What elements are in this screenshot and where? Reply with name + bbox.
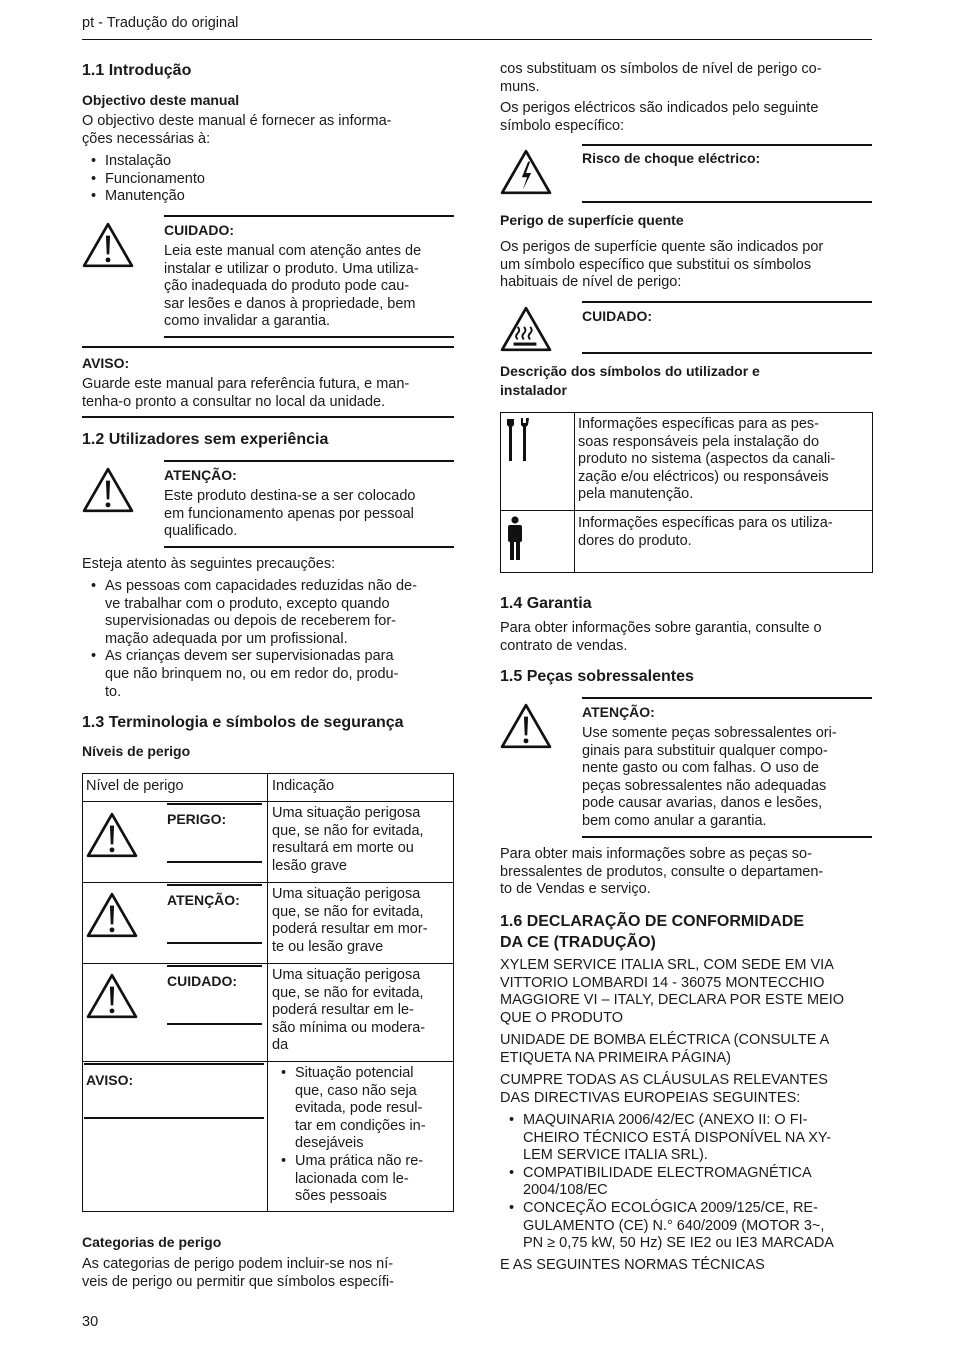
list-item: • As pessoas com capacidades reduzidas não de- ve trabalhar com o produto, excepto quando supervisionadas ou depois de receberem for- mação adequada por um profissional.	[82, 578, 462, 648]
objective-list	[82, 153, 462, 206]
installer-symbol-text: Informações específicas para as pes- soas responsáveis pela instalação do produto no sistema (aspectos da canali- zação e/ou eléctricos) ou responsáveis pela manutenção.	[578, 416, 836, 503]
warning-triangle-icon	[86, 892, 138, 938]
cell-bottom-rule	[167, 1023, 262, 1025]
list-item: • MAQUINARIA 2006/42/EC (ANEXO II: O FI- CHEIRO TÉCNICO ESTÁ DISPONÍVEL NA XY- LEM SERVICE ITALIA SRL).	[500, 1112, 880, 1165]
notice-bottom-rule	[82, 416, 454, 418]
warning-triangle-icon	[86, 973, 138, 1019]
hot-surface-icon	[500, 306, 552, 352]
notice-top-rule	[82, 346, 454, 348]
hot-caution-label: CUIDADO:	[582, 308, 652, 324]
caution-text: Leia este manual com atenção antes de instalar e utilizar o produto. Uma utiliza- ção inadequada do produto pode cau- sar lesões e danos à propriedade, bem como invalidar a garantia.	[164, 243, 422, 330]
page-number: 30	[82, 1314, 99, 1330]
section-1-2-title: 1.2 Utilizadores sem experiência	[82, 431, 329, 448]
cell-bottom-rule	[167, 861, 262, 863]
warning-triangle-icon	[500, 703, 552, 749]
subheading-symbols: Descrição dos símbolos do utilizador e instalador	[500, 363, 760, 398]
directives-list	[500, 1112, 880, 1253]
list-item: • COMPATIBILIDADE ELECTROMAGNÉTICA 2004/108/EC	[500, 1165, 880, 1200]
warning-triangle-icon	[82, 222, 134, 268]
level-caution-text: Uma situação perigosa que, se não for evitada, poderá resultar em le- são mínima ou modera- da	[272, 967, 426, 1054]
precautions-intro: Esteja atento às seguintes precauções:	[82, 556, 336, 572]
hot-surface-text: Os perigos de superfície quente são indicados por um símbolo específico que substitui os símbolos habituais de nível de perigo:	[500, 239, 824, 291]
declaration-p4: E AS SEGUINTES NORMAS TÉCNICAS	[500, 1257, 765, 1273]
electrical-top-rule	[582, 144, 872, 146]
warning-top-rule	[164, 460, 454, 462]
page-header: pt - Tradução do original	[82, 15, 239, 31]
section-1-3-title: 1.3 Terminologia e símbolos de segurança	[82, 714, 404, 731]
notice-text: Guarde este manual para referência futura, e man- tenha-o pronto a consultar no local da unidade.	[82, 376, 410, 410]
table-row-divider	[82, 882, 454, 883]
warning-label: ATENÇÃO:	[164, 467, 237, 483]
list-item: • Situação potencial que, caso não seja evitada, pode resul- tar em condições in- desejáveis	[272, 1065, 450, 1153]
list-item: • Manutenção	[82, 188, 462, 206]
list-item: • Uma prática não re- lacionada com le- sões pessoais	[272, 1153, 450, 1206]
level-caution-label: CUIDADO:	[167, 973, 237, 989]
spares-warning-text: Use somente peças sobressalentes ori- ginais para substituir qualquer compo- nente gasto ou com falhas. O uso de peças sobressalentes não adequadas pode causar avarias, danos e lesões, bem como anular a garantia.	[582, 725, 837, 829]
precautions-list	[82, 578, 462, 701]
table-row-divider	[82, 963, 454, 964]
list-item: • Instalação	[82, 153, 462, 171]
warning-triangle-icon	[82, 467, 134, 513]
electrical-bottom-rule	[582, 201, 872, 203]
section-1-4-title: 1.4 Garantia	[500, 595, 592, 612]
subheading-objective: Objectivo deste manual	[82, 92, 240, 108]
wrench-screwdriver-icon	[505, 417, 531, 463]
electrical-hazard-icon	[500, 149, 552, 195]
spares-warning-label: ATENÇÃO:	[582, 704, 655, 720]
table-header-level: Nível de perigo	[86, 778, 184, 794]
section-1-6-title: 1.6 DECLARAÇÃO DE CONFORMIDADE DA CE (TRADUÇÃO)	[500, 913, 805, 951]
table-column-divider	[574, 412, 575, 573]
list-item: • Funcionamento	[82, 171, 462, 189]
level-danger-text: Uma situação perigosa que, se não for evitada, resultará em morte ou lesão grave	[272, 805, 424, 874]
cell-top-rule	[167, 965, 262, 967]
hot-caution-top-rule	[582, 301, 872, 303]
table-row-divider	[82, 1061, 454, 1062]
caution-label: CUIDADO:	[164, 222, 234, 238]
subheading-hot-surface: Perigo de superfície quente	[500, 212, 684, 228]
warning-bottom-rule	[164, 546, 454, 548]
header-rule	[82, 39, 872, 40]
caution-top-rule	[164, 215, 454, 217]
subheading-hazard-levels: Níveis de perigo	[82, 743, 191, 759]
user-person-icon	[505, 516, 525, 562]
level-danger-label: PERIGO:	[167, 811, 227, 827]
warning-text: Este produto destina-se a ser colocado em funcionamento apenas por pessoal qualificado.	[164, 488, 416, 540]
level-notice-list	[272, 1065, 450, 1206]
electrical-intro-text: Os perigos eléctricos são indicados pelo seguinte símbolo específico:	[500, 100, 819, 134]
level-warning-label: ATENÇÃO:	[167, 892, 240, 908]
table-column-divider	[267, 773, 268, 1212]
categories-continued-text: cos substituam os símbolos de nível de perigo co- muns.	[500, 61, 822, 95]
warning-triangle-icon	[86, 812, 138, 858]
level-warning-text: Uma situação perigosa que, se não for evitada, poderá resultar em mor- te ou lesão grave	[272, 886, 428, 955]
hot-caution-bottom-rule	[582, 352, 872, 354]
section-1-5-title: 1.5 Peças sobressalentes	[500, 668, 694, 685]
cell-top-rule	[167, 803, 262, 805]
cell-top-rule	[167, 884, 262, 886]
declaration-p2: UNIDADE DE BOMBA ELÉCTRICA (CONSULTE A ETIQUETA NA PRIMEIRA PÁGINA)	[500, 1032, 830, 1066]
spares-warning-bottom-rule	[582, 836, 872, 838]
cell-bottom-rule	[167, 942, 262, 944]
spares-warning-top-rule	[582, 697, 872, 699]
section-1-1-title: 1.1 Introdução	[82, 62, 192, 79]
level-notice-label: AVISO:	[86, 1072, 134, 1088]
list-item: • CONCEÇÃO ECOLÓGICA 2009/125/CE, RE- GULAMENTO (CE) N.° 640/2009 (MOTOR 3~, PN ≥ 0,75 kW, 50 Hz) SE IE2 ou IE3 MARCADA	[500, 1200, 880, 1253]
declaration-p1: XYLEM SERVICE ITALIA SRL, COM SEDE EM VIA VITTORIO LOMBARDI 14 - 36075 MONTECCHIO MAGGIORE VI – ITALY, DECLARA POR ESTE MEIO QUE O PRODUTO	[500, 957, 845, 1026]
cell-top-rule	[84, 1063, 264, 1065]
table-row-divider	[500, 510, 873, 511]
user-symbol-text: Informações específicas para os utiliza- dores do produto.	[578, 515, 833, 549]
list-item: • As crianças devem ser supervisionadas para que não brinquem no, ou em redor do, produ- to.	[82, 648, 462, 701]
table-header-indication: Indicação	[272, 778, 335, 794]
subheading-hazard-categories: Categorias de perigo	[82, 1234, 222, 1250]
warranty-text: Para obter informações sobre garantia, consulte o contrato de vendas.	[500, 620, 822, 654]
table-row-divider	[82, 801, 454, 802]
hazard-categories-text: As categorias de perigo podem incluir-se nos ní- veis de perigo ou permitir que símbolos específi-	[82, 1256, 394, 1290]
spares-text: Para obter mais informações sobre as peças so- bressalentes de produtos, consulte o departamen- to de Vendas e serviço.	[500, 846, 824, 898]
electrical-label: Risco de choque eléctrico:	[582, 150, 761, 166]
cell-bottom-rule	[84, 1117, 264, 1119]
objective-text: O objectivo deste manual é fornecer as informa- ções necessárias à:	[82, 113, 392, 147]
declaration-p3: CUMPRE TODAS AS CLÁUSULAS RELEVANTES DAS DIRECTIVAS EUROPEIAS SEGUINTES:	[500, 1072, 828, 1106]
caution-bottom-rule	[164, 336, 454, 338]
notice-label: AVISO:	[82, 355, 130, 371]
